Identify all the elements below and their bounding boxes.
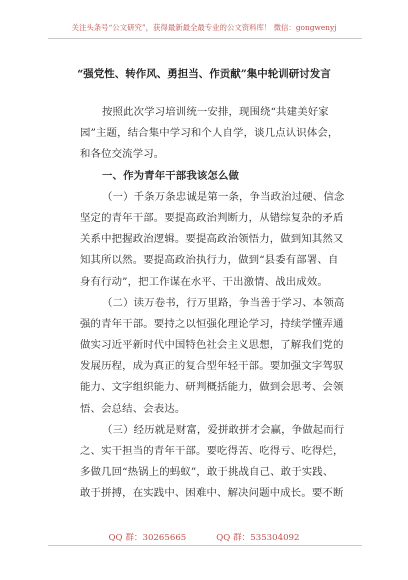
header-promo: 关注头条号“公文研究”，获得最新最全最专业的公文资料库！ 微信：gongwenyj — [71, 23, 337, 32]
paragraph-line: 多做几回“热锅上的蚂蚁”，敢于挑战自己、敢于实践、 — [80, 466, 334, 479]
paragraph-line: 悟、会总结、会表达。 — [80, 402, 186, 415]
qq-group-1: QQ 群：30265665 — [108, 533, 187, 543]
document-body — [80, 102, 348, 505]
paragraph-line: 强的青年干部。要持之以恒强化理论学习，持续学懂弄通 — [80, 317, 344, 330]
section-heading: 一、作为青年干部我该怎么做 — [102, 169, 240, 182]
document-title: “强党性、转作风、勇担当、作贡献”集中轮训研讨发言 — [77, 68, 331, 80]
paragraph-line: （二）读万卷书，行万里路，争当善于学习、本领高 — [102, 296, 345, 309]
paragraph-line: 做实习近平新时代中国特色社会主义思想，了解我们党的 — [80, 339, 344, 352]
paragraph-line: 和各位交流学习。 — [80, 148, 165, 161]
paragraph-line: 关系中把握政治逻辑。要提高政治领悟力，做到知其然又 — [80, 233, 344, 246]
paragraph-line: 按照此次学习培训统一安排，现围绕“共建美好家 — [102, 106, 329, 118]
paragraph-line: 坚定的青年干部。要提高政治判断力，从错综复杂的矛盾 — [80, 211, 344, 224]
paragraph-line: 能力、文字组织能力、研判概括能力，做到会思考、会领 — [80, 381, 344, 394]
paragraph-line: 身有行动”，把工作谋在水平、干出激情、战出成效。 — [80, 275, 328, 288]
paragraph-line: 园”主题，结合集中学习和个人自学，谈几点认识体会， — [80, 127, 339, 140]
paragraph-line: 发展历程，成为真正的复合型年轻干部。要加强文字驾驭 — [80, 360, 344, 373]
paragraph-line: 知其所以然。要提高政治执行力，做到“县委有部署、自 — [80, 254, 339, 267]
paragraph-line: （三）经历就是财富，爱拼敢拼才会赢，争做起而行 — [102, 423, 345, 436]
paragraph-line: 之、实干担当的青年干部。要吃得苦、吃得亏、吃得烂， — [80, 445, 344, 457]
paragraph-line: （一）千条万条忠诚是第一条，争当政治过硬、信念 — [102, 190, 345, 203]
paragraph-line: 敢于拼搏，在实践中、困难中、解决问题中成长。要不断 — [80, 487, 344, 500]
footer-contact — [0, 531, 408, 543]
qq-group-2: QQ 群：535304092 — [216, 533, 300, 543]
header-divider — [48, 38, 362, 39]
footer-divider — [48, 545, 362, 546]
